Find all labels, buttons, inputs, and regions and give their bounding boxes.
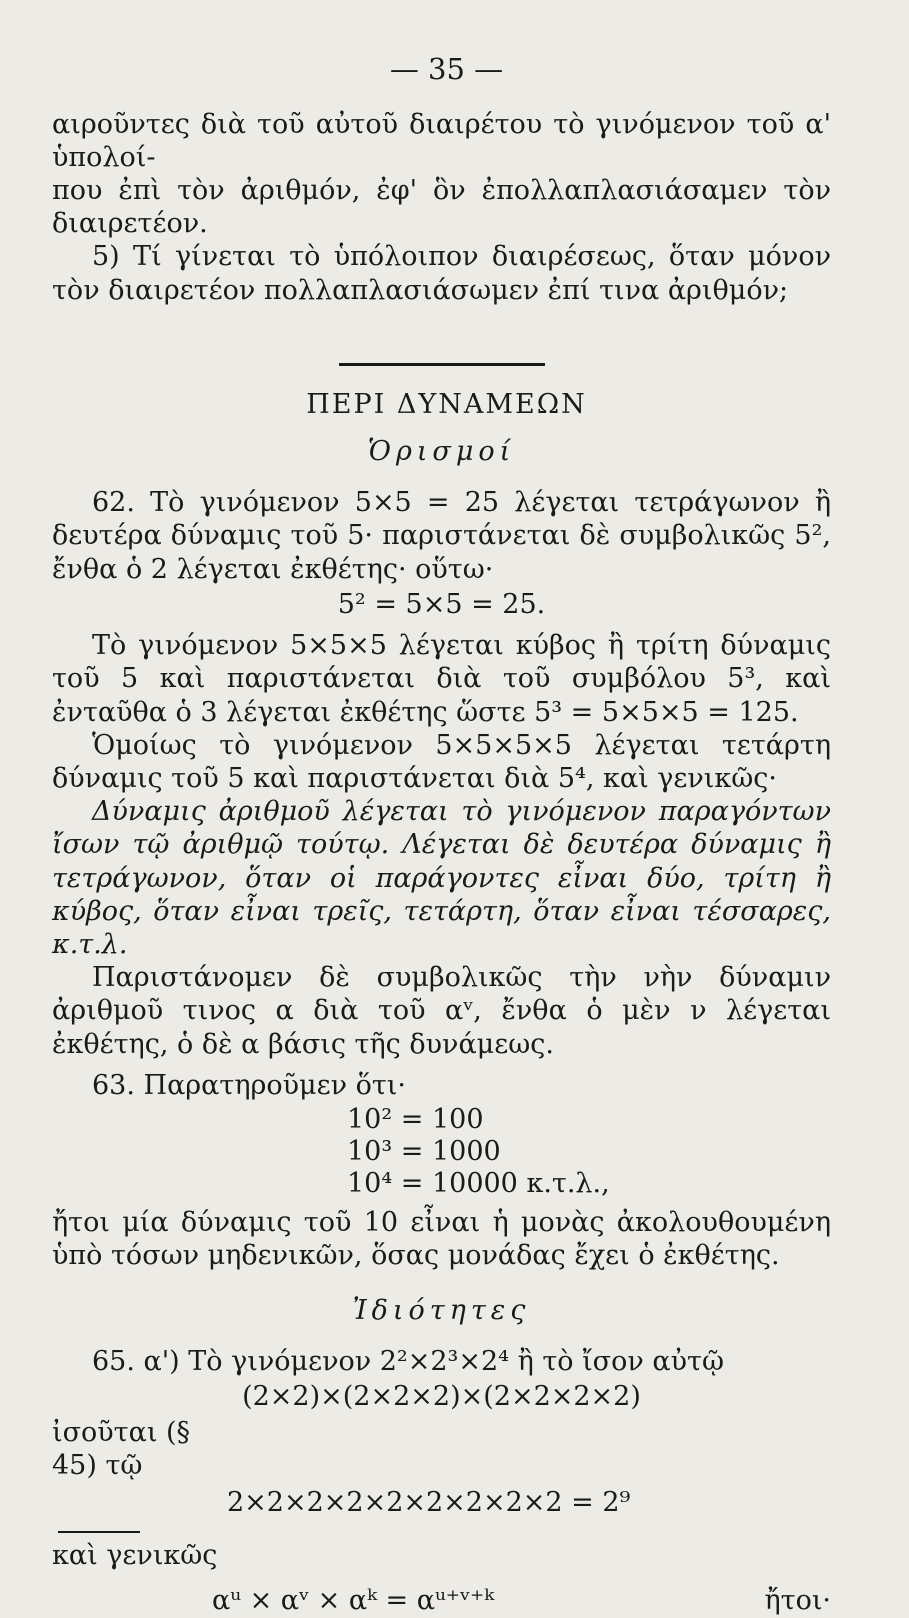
- paragraph-fourth-power: Ὁμοίως τὸ γινόμενον 5×5×5×5 λέγεται τετάρτη δύναμις τοῦ 5 καὶ παριστάνεται διὰ 5⁴, καὶ γενικῶς·: [52, 729, 831, 794]
- short-divider: [58, 1531, 140, 1533]
- intro-line-1: αιροῦντες διὰ τοῦ αὐτοῦ διαιρέτου τὸ γινόμενον τοῦ α' ὑπολοί-: [52, 108, 831, 173]
- page-number: — 35 —: [389, 52, 504, 86]
- paragraph-65: 65. α') Τὸ γινόμενον 2²×2³×2⁴ ἢ τὸ ἴσον αὐτῷ: [92, 1346, 724, 1378]
- general-rule-row: [212, 1584, 831, 1617]
- intro-line-2: που ἐπὶ τὸν ἀριθμόν, ἐφ' ὃν ἐπολλαπλασιάσαμεν τὸν διαιρετέον.: [52, 175, 831, 240]
- isoutai-label: ἰσοῦται (§ 45) τῷ: [52, 1416, 191, 1481]
- section-title: ΠΕΡΙ ΔΥΝΑΜΕΩΝ: [306, 388, 587, 420]
- formula-general-rule: αᵘ × αᵛ × αᵏ = αᵘ⁺ᵛ⁺ᵏ: [212, 1585, 495, 1617]
- section-divider: [339, 363, 545, 366]
- paragraph-cube: Τὸ γινόμενον 5×5×5 λέγεται κύβος ἢ τρίτη δύναμις τοῦ 5 καὶ παριστάνεται διὰ τοῦ συμβόλου 5³, καὶ ἐνταῦθα ὁ 3 λέγεται ἐκθέτης ὥστε 5³ = 5×5×5 = 125.: [52, 630, 831, 728]
- paragraph-notation: Παριστάνομεν δὲ συμβολικῶς τὴν νὴν δύναμιν ἀριθμοῦ τινος α διὰ τοῦ αᵛ, ἔνθα ὁ μὲν ν λέγεται ἐκθέτης, ὁ δὲ α βάσις τῆς δυνάμεως.: [52, 962, 831, 1060]
- formula-grouped-product: (2×2)×(2×2×2)×(2×2×2×2): [242, 1381, 641, 1413]
- definition-power: Δύναμις ἀριθμοῦ λέγεται τὸ γινόμενον παραγόντων ἴσων τῷ ἀριθμῷ τούτῳ. Λέγεται δὲ δευτέρα δύναμις ἢ τετράγωνον, ὅταν οἱ παράγοντες εἶναι δύο, τρίτη ἢ κύβος, ὅταν εἶναι τρεῖς, τετάρτη, ὅταν εἶναι τέσσαρες, κ.τ.λ.: [52, 796, 831, 960]
- powers-of-ten: [52, 1104, 831, 1200]
- question-5: 5) Τί γίνεται τὸ ὑπόλοιπον διαιρέσεως, ὅταν μόνον τὸν διαιρετέον πολλαπλασιάσωμεν ἐπί τινα ἀριθμόν;: [52, 241, 831, 306]
- section-subtitle: Ὁρισμοί: [367, 436, 516, 468]
- properties-title: Ἰδιότητες: [352, 1294, 531, 1326]
- paragraph-63-text: ἤτοι μία δύναμις τοῦ 10 εἶναι ἡ μονὰς ἀκολουθουμένη ὑπὸ τόσων μηδενικῶν, ὅσας μονάδας ἔχει ὁ ἐκθέτης.: [52, 1206, 831, 1271]
- formula-expanded-product: 2×2×2×2×2×2×2×2×2 = 2⁹: [227, 1486, 631, 1518]
- formula-ten-cubed: 10³ = 1000: [347, 1135, 501, 1167]
- genikos-label: καὶ γενικῶς: [52, 1540, 218, 1572]
- isoutai-row: [52, 1416, 831, 1482]
- formula-ten-squared: 10² = 100: [347, 1103, 484, 1135]
- paragraph-62: 62. Τὸ γινόμενον 5×5 = 25 λέγεται τετράγωνον ἢ δευτέρα δύναμις τοῦ 5· παριστάνεται δὲ συμβολικῶς 5², ἔνθα ὁ 2 λέγεται ἐκθέτης· οὕτω·: [52, 487, 831, 585]
- paragraph-63-intro: 63. Παρατηροῦμεν ὅτι·: [92, 1069, 406, 1101]
- formula-ten-fourth: 10⁴ = 10000 κ.τ.λ.,: [347, 1167, 610, 1199]
- formula-square: 5² = 5×5 = 25.: [337, 588, 546, 620]
- etoi-label: ἤτοι·: [764, 1585, 831, 1617]
